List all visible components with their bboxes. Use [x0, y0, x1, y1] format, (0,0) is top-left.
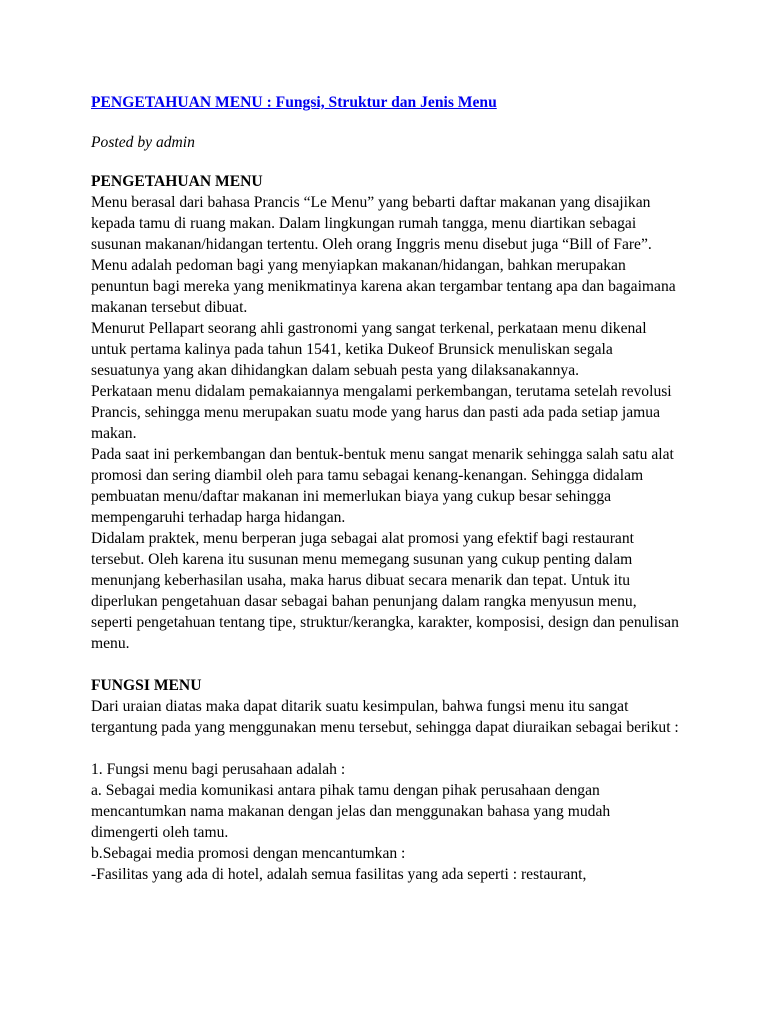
list-item: a. Sebagai media komunikasi antara pihak tamu dengan pihak perusahaan dengan mencantumkan nama makanan dengan jelas dan menggunakan bahasa yang mudah dimengerti oleh tamu.	[91, 782, 611, 841]
list-item: -Fasilitas yang ada di hotel, adalah semua fasilitas yang ada seperti : restaurant,	[91, 866, 587, 883]
list-item: b.Sebagai media promosi dengan mencantumkan :	[91, 845, 406, 862]
paragraph: Menurut Pellapart seorang ahli gastronomi yang sangat terkenal, perkataan menu dikenal untuk pertama kalinya pada tahun 1541, ketika Dukeof Brunsick menuliskan segala sesuatunya yang akan dihidangkan dalam sebuah pesta yang dilaksanakannya.	[91, 320, 647, 379]
paragraph: Menu berasal dari bahasa Prancis “Le Menu” yang bebarti daftar makanan yang disajikan kepada tamu di ruang makan. Dalam lingkungan rumah tangga, menu diartikan sebagai susunan makanan/hidangan tertentu. Oleh orang Inggris menu disebut juga “Bill of Fare”. Menu adalah pedoman bagi yang menyiapkan makanan/hidangan, bahkan merupakan penuntun bagi mereka yang menikmatinya karena akan tergambar tentang apa dan bagaimana makanan tersebut dibuat.	[91, 194, 676, 316]
paragraph: Didalam praktek, menu berperan juga sebagai alat promosi yang efektif bagi restaurant tersebut. Oleh karena itu susunan menu memegang susunan yang cukup penting dalam menunjang keberhasilan usaha, maka harus dibuat secara menarik dan tepat. Untuk itu diperlukan pengetahuan dasar sebagai bahan penunjang dalam rangka menyusun menu, seperti pengetahuan tentang tipe, struktur/kerangka, karakter, komposisi, design dan penulisan menu.	[91, 530, 679, 652]
paragraph: Pada saat ini perkembangan dan bentuk-bentuk menu sangat menarik sehingga salah satu alat promosi dan sering diambil oleh para tamu sebagai kenang-kenangan. Sehingga didalam pembuatan menu/daftar makanan ini memerlukan biaya yang cukup besar sehingga mempengaruhi terhadap harga hidangan.	[91, 446, 674, 526]
section-heading: FUNGSI MENU	[91, 677, 202, 694]
list-item: 1. Fungsi menu bagi perusahaan adalah :	[91, 761, 346, 778]
section-fungsi-menu	[91, 675, 681, 885]
post-title-link[interactable]: PENGETAHUAN MENU : Fungsi, Struktur dan Jenis Menu	[91, 94, 497, 111]
posted-by: Posted by admin	[91, 134, 195, 151]
section-heading: PENGETAHUAN MENU	[91, 173, 263, 190]
post-title	[91, 92, 681, 113]
document-page	[91, 92, 681, 885]
section-pengetahuan-menu	[91, 171, 681, 654]
paragraph: Perkataan menu didalam pemakaiannya mengalami perkembangan, terutama setelah revolusi Prancis, sehingga menu merupakan suatu mode yang harus dan pasti ada pada setiap jamua makan.	[91, 383, 672, 442]
paragraph: Dari uraian diatas maka dapat ditarik suatu kesimpulan, bahwa fungsi menu itu sangat tergantung pada yang menggunakan menu tersebut, sehingga dapat diuraikan sebagai berikut :	[91, 698, 679, 736]
